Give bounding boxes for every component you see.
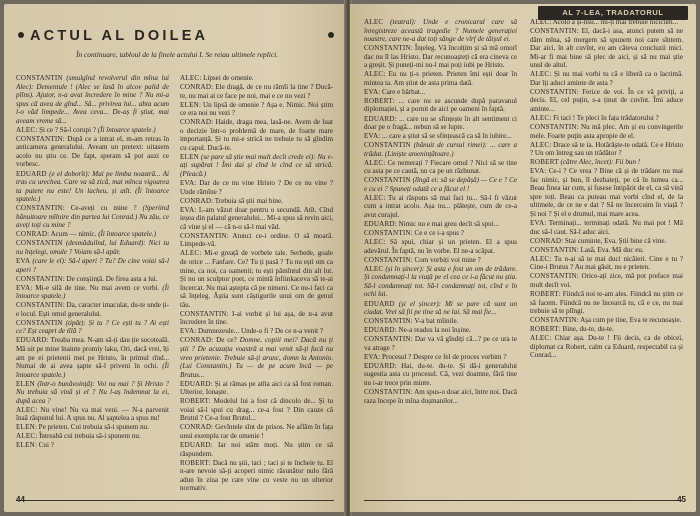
dialogue-text: : Și nu mai vorbi tu că e liberă ca o lacrimă. Dar îți aduci aminte de asta ? [530,70,683,87]
speaker-name: ALEC [16,125,36,134]
speaker-name: CONSTANTIN [530,123,577,132]
dialogue-line [16,275,169,284]
speaker-name: CONRAD [180,423,212,432]
stage-direction: (smulgînd revolverul din mîna lui Alec): Dementule ! (Alec se lasă în alcov palid de plîns). Ajutor, n-a avut încredere în mine ? Nu mi-a spus că avea de gînd... Să... privirea lui... abia acum l-o văd limpede... Avea ceva... De-aș fi știut, mai aveam vreme să... [16,74,169,125]
speaker-name: ALEC [530,18,550,26]
dialogue-text: : Și ce ? Să-l corupi ? [35,125,98,134]
speaker-name: EVA [180,327,195,336]
dialogue-text: : Ce-i ? Ce vrea ? Bine că și de trădare nu mai fac nimic, și bun, îl dezbateți, pe că în lumea ca... Beau finea iar cum, și fusese întipărit de el, ca să vină spre toți. Beau ca puteau mai vorbi cînd el, de la ultimele, de ce ne e dat ? Să ne încercuim în viață ? Și noi ? Și el e drumul, mai mare acea. [530,167,683,219]
speaker-name: EVA [530,219,545,228]
dialogue-line [530,88,683,114]
dialogue-line [16,336,169,379]
dialogue-line [530,325,683,334]
dialogue-line [180,380,333,397]
intro-stage-direction: În continuare, tabloul de la finele actului I. Se reiau ultimele replici. [76,50,278,59]
dialogue-text: : Acum — nimic. [47,230,99,239]
dialogue-text: : Gevîntele sînt de prisos. Ne aflăm în fața unui exemplu rar de omenie ! [180,423,333,440]
speaker-name: CONSTANTIN [16,134,63,143]
dialogue-line [530,237,683,246]
speaker-name: CONSTANTIN [364,335,411,344]
speaker-name: CONSTANTIN [364,255,411,264]
dialogue-line [530,167,683,218]
dialogue-text: : Ce e ce i-a spus ? [410,229,464,238]
dialogue-text: : Mi-e silă de tine. Nu mai avem ce vorbi. [30,283,163,292]
dialogue-text: : V-a bat mîinile. [410,317,459,326]
speaker-name: ELEN [16,379,35,388]
speaker-name: ALEC [16,432,36,441]
dialogue-text: : Tu n-ai să te mai duci nicăieri. Cine e tu ? Cine-i Brutus ? Au mai găsit, nu e prieten. [530,254,683,272]
dialogue-text: : Dumnezeule... Unde-o fi ? De ce n-a venit ? [194,327,324,336]
dialogue-line [364,326,517,335]
right-column-2 [530,18,683,360]
stage-direction: (desmăduiînd, lui Eduard): Nici tu nu înțelegi, omule ? Voiam să-l apăr. [16,239,169,256]
speaker-name: CONSTANTIN [530,87,577,96]
speaker-name: EDUARD [364,299,395,308]
speaker-name: EVA [16,256,31,265]
stage-direction: (e el doborît): Mai pe limba noastră... Ai tras cu urechea. Care va să zică, mai mînca vigoarea ta putere nu este! Un lacheu, și atît. (Îi întoarce spatele.) [16,169,169,204]
dialogue-text: : Mi-e greață de vorbele tale. Serbede, goale de orice ... Fanfare. Ce? Tu ți pasă ? Tu nu ești om ca mine, ca noi, ca oamenii; tu ești pămîntul din alt lut. Și nu un sculptor poet, ce mintă înfiinkaceva să te-ai încercat. Nu mai aștepta că pe nimeni. Ce nu-i faci ca să înțeleg. Ăștia sunt câștigurile unui om de genul tău. [180,249,333,309]
speaker-name: CONSTANTIN [364,387,411,396]
dialogue-line [180,336,333,379]
speaker-name: ALEC [364,193,384,202]
dialogue-line [364,159,517,176]
speaker-name: EDUARD [16,336,47,345]
speaker-name: CONRAD [180,336,212,345]
footer-rule [16,500,334,501]
dialogue-text: : Ele dragă, de ce nu rămîi la tine ? Ducă-te, nu mai ai ce face pe noi, mai e ce nu vezi ? [180,83,333,100]
dialogue-text: : Fiindcă noi te-am ales. Fiindcă nu știm ce să facem. Fiindcă nu ne încearcă tu, că e ce, nu mai trebuie să te plîngi. [530,289,683,316]
speaker-name: EVA [364,132,379,141]
dialogue-text: : Ne-a readus la noi înșine. [394,326,471,335]
speaker-name: EDUARD [180,440,211,449]
speaker-name: CONRAD [180,196,212,205]
dialogue-line [364,265,517,299]
stage-direction: (lîngă ei: să se depășă) — Ce e ? Ce e cu ei ? Spuneți odată ce a făcut el ! [364,176,517,193]
stage-direction: (într-o bunăvoință): Voi nu mai ? Și Hristo ? Nu trebuia să vină și el ? Nu l-aș îndemnat la ei, după acea ? [16,379,169,405]
dialogue-line [180,232,333,249]
dialogue-line [364,353,517,362]
dialogue-text: : Înțeleg. Vă încolțim și să mă omorî dac nu îl las Hristo. Dar recunoașteți că era cineva ce a greșit. Și puneți-mi nu-l mai poți iubi pe Hristo. [364,44,517,70]
dialogue-text: : Ce-aveți cu mine ? [62,204,143,213]
dialogue-line [530,246,683,255]
dialogue-line [530,141,683,158]
dialogue-line [364,238,517,255]
dialogue-line [364,256,517,265]
speaker-name: CONSTANTIN [16,318,63,327]
right-column-1 [364,18,517,406]
speaker-name: ALEC [530,334,550,343]
speaker-name: ROBERT [530,289,559,298]
dialogue-line [180,459,333,493]
dialogue-text: : Pe prieten. Cui trebuia să-i spunem nu. [34,423,150,432]
speaker-name: CONSTANTIN [530,316,577,325]
speaker-name: ALEC [530,254,550,263]
dialogue-line [180,397,333,423]
dialogue-text: : Acolo a și-nsu... nu-ți mai trebuie nicicum... [549,18,678,26]
dialogue-text: : Terminați... terminați odată. Nu mai pot ! Mă duc să-l caut. Să-l aduc aici. [530,219,683,236]
stage-direction: (bănuit de cursul rimei): ... care a trădat. (Liniște amenințătoare.) [364,141,517,158]
dialogue-line [16,135,169,169]
dialogue-text: : Trebuia să știi mai bine. [211,196,283,205]
dialogue-text: : Bine, du-te, du-te. [558,325,614,334]
dialogue-text: : Haide, draga mea, lasă-ne. Avem de luat o decizie într-o problemă de mare, de foarte mare importanță. Și tu mi-e strică ne trebuie tu să gîndim cu capul. Ducă-te. [180,118,333,152]
speaker-name: EVA [180,179,195,188]
speaker-name: CONSTANTIN [364,229,411,238]
dialogue-line [364,132,517,141]
dialogue-line [16,301,169,318]
dialogue-text: : ... care nu se ascunde după paravanul diplomației, și a pornit de aici pe oameni în faptă. [364,96,517,114]
dialogue-text: : Ferice de voi. În ce vă priviți, a decis. El, cel puțin, s-a ținut de cuvînt. Îmi aduce aminte... [530,87,683,113]
speaker-name: CONSTANTIN [364,317,411,326]
dialogue-line [364,335,517,352]
dialogue-line [16,257,169,274]
dialogue-line [16,74,169,125]
page-number-left: 44 [16,495,25,504]
dialogue-line [530,272,683,289]
dialogue-text: : Dar va vă gîndiți că...? pe ce ura te va atrage ? [364,335,517,352]
speaker-name: CONSTANTIN [16,274,63,283]
dialogue-text: : Da, caracter imaculat, du-te unde ți-e locul. Ești omul generalului. [16,301,169,318]
speaker-name: ROBERT [364,96,393,105]
dialogue-line [364,229,517,238]
dialogue-line [180,101,333,118]
dialogue-text: : De conșiință. De firea asta a lui. [62,274,158,283]
stage-direction: (care le el): Să-l aperi ? Tu? De cine voiai să-l aperi ? [16,256,169,274]
dialogue-text: : Drace să te ia. Hotărăște-te odată. Ce e Hristo ? Un om întreg sau un trădător ? [530,140,683,158]
dialogue-line [364,388,517,405]
speaker-name: ALEC [364,264,384,273]
dialogue-text: : Întreabă cui trebuia să-i spunem nu. [35,432,141,441]
speaker-name: ALEC [364,18,384,26]
stage-direction: Domne, copiii mei? Dacă nu ți știi ? De acuzația voastră a mai venit să-ți facă nu vreo prietenie. Trebuie să-ți arunc, domn la Antonio. (Lui Constantin.) Tu — de pe acum încă — pe Brutus... [180,336,333,379]
speaker-name: CONRAD [180,83,212,92]
dialogue-line [16,230,169,239]
dialogue-line [364,115,517,132]
dialogue-line [530,114,683,123]
dialogue-line [530,123,683,140]
speaker-name: CONSTANTIN [364,141,411,150]
speaker-name: EVA [364,87,379,96]
speaker-name: EDUARD [364,220,395,229]
dialogue-text: : Nimic nu e mai greu decît să spui... [394,220,499,229]
dialogue-text: : Dacă nu știi, taci ; taci și te încheie tu. El n-are nevoie să-ți acoperi nimic răsunător nulo fără adun în ziua pe care vine cu veste nu un ulterior normativ. [180,458,333,493]
dialogue-line [180,441,333,458]
speaker-name: ALEC [364,158,384,167]
dialogue-text: : ... care nu se sfințește în alt sentiment ci doar pe o fragă... nebun să se lupte. [364,114,517,132]
stage-direction: (către Alec, încet): Fii bun ! [560,158,641,167]
dialogue-line [364,362,517,388]
dialogue-text: : Hai, du-te. du-te. Și dă-i generalului sugestia asta cu procesul. Că, vezi doamne, fără tine nu i-ar trece prin minte. [364,361,517,387]
speaker-name: EVA [180,205,195,214]
dialogue-text: : ... care a știut să se sfințească ca să în iubire... [378,132,512,141]
speaker-name: ALEC [530,140,550,149]
dialogue-line [16,423,169,432]
speaker-name: ALEC [364,70,384,79]
speaker-name: CONRAD [180,118,212,127]
dialogue-line [364,220,517,229]
dialogue-line [364,317,517,326]
speaker-name: ELEN [180,100,199,109]
speaker-name: ELEN [16,423,35,432]
bullet-left [18,32,24,38]
stage-direction: (Îi întoarce spatele.) [16,362,169,379]
dialogue-line [530,18,683,27]
speaker-name: ELEN [180,152,199,161]
speaker-name: EVA [530,167,545,176]
dialogue-line [16,380,169,406]
dialogue-line [16,432,169,441]
dialogue-line [180,118,333,152]
speaker-name: CONSTANTIN [364,176,411,185]
dialogue-line [16,204,169,230]
dialogue-text: : Atunci ce-i ordine. O să moară. Limpede-vă. [180,231,333,249]
dialogue-line [180,197,333,206]
stage-direction: (Îi întoarce spatele.) [98,230,157,239]
dialogue-text: : Modelul lui a fost că dincolo de... Și tu voiai să-l spui cu drag... ce-a fost ? Din cauze că Brutul ? Ce-a fost Brutul... [180,397,333,423]
speaker-name: EDUARD [364,326,395,335]
stage-direction: (Speriind bănuitoare mîlnire din partea lui Conrad.) Nu zău, ce aveți toți cu mine ? [16,204,169,230]
dialogue-text: : Cui ? [34,441,54,450]
dialogue-line [530,70,683,87]
speaker-name: EDUARD [364,361,395,370]
dialogue-line [530,255,683,272]
dialogue-line [180,206,333,232]
bullet-right [328,32,334,38]
dialogue-text: : L-am văzut doar pentru o secundă. Atît. Cînd ieșea din palatul generalului... Mi-a spus să revin aici, că vine și el — că n-o să-l mai văd. [180,205,333,231]
dialogue-line [530,219,683,236]
dialogue-text: : Chiar așa. Du-te ! Fii decis, ca de obicei, diplomat ca Robert, calm ca Eduard, respectabil ca și Conrad... [530,334,683,360]
speaker-name: CONSTANTIN [364,44,411,53]
dialogue-text: : Tu ai răspuns să mai faci tu... Să-l fi văzut cum a intrat acolo. Așa nu... plătește, cum de ce-a avut curajul. [364,193,517,220]
dialogue-text: : Așa cum pe tine, Eva te recunoaște. [576,316,682,325]
dialogue-text: : Treaba mea. N-am să-ți dau ție socoteală. Mă uit pe mine înainte promiy laku, Ori, dacă vrei, îți am pe ei prietenii mei pe Hristo, în primul rînd... Numai de ai avea șapte să-l priveni în ochi. [16,336,169,371]
dialogue-text: : Procesul ? Despre ce fel de proces vorbim ? [378,352,507,361]
dialogue-text: : Care e bărbat... [378,87,426,96]
speaker-name: CONSTANTIN [530,272,577,281]
stage-direction: (teatral): Unde e cronicarul care să înregistreze această tragedie ? Numele generației noastre, care ne-a dat toți sânge de vîrf de tăișul ei. [364,18,517,44]
dialogue-line [364,300,517,317]
dialogue-line [16,441,169,450]
speaker-name: ROBERT [180,397,209,406]
dialogue-text: : Lipsei de omenie. [199,74,254,82]
dialogue-text: : Să spui, chiar și un prieten. El a spus adevărul. În faptă, nu în vorbe. El ne-a scăpat. [364,238,517,255]
act-heading [18,26,336,46]
dialogue-line [180,310,333,327]
dialogue-line [16,406,169,423]
speaker-name: ROBERT [530,158,559,167]
dialogue-text: : Nu mă plec. Am și eu convingerile mele. Foarte puțin asta apropie de el. [530,123,683,140]
stage-direction: (și el șincer): Mi se pare că sunt un ciudat. Vrei să fii pe tine să ne lai. Să mai fie... [364,299,517,317]
dialogue-line [364,141,517,158]
dialogue-text: : Orice-ați zice, mă pot preface mai mult decît voi. [530,272,683,289]
speaker-name: EVA [364,352,379,361]
speaker-name: CONSTANTIN [16,204,63,213]
left-column-1 [16,74,169,451]
dialogue-line [180,83,333,100]
dialogue-line [364,88,517,97]
dialogue-line [180,249,333,309]
speaker-name: ALEC [180,249,200,258]
dialogue-line [180,423,333,440]
speaker-name: CONSTANTIN [16,239,63,248]
speaker-name: ROBERT [530,325,559,334]
dialogue-line [530,316,683,325]
dialogue-line [16,126,169,135]
dialogue-text: : Com vorbiți voi mine ? [410,255,481,264]
speaker-name: ALEC [16,405,36,414]
speaker-name: CONSTANTIN [180,309,227,318]
dialogue-line [364,70,517,87]
dialogue-text: : Iar noi stăm moți. Nu știm ce să răspundem. [180,440,333,458]
speaker-name: ALEC [364,238,384,247]
speaker-name: CONRAD [16,230,48,239]
dialogue-line [180,74,333,83]
dialogue-line [364,97,517,114]
dialogue-text: : După ce a intrat el, m-am retras în anticamera generalului. Aveam un pretext: uitasem acolo nu știu ce. De fapt, speram să pot auzi ce vorbesc. [16,134,169,169]
dialogue-text: : Dar de ce nu vine Hristo ? De ce nu vine ? Unde rămîne ? [180,179,333,196]
page-number-right: 45 [677,495,686,504]
dialogue-text: : De ce? [211,336,240,345]
running-head: AL 7-LEA, TRADATORUL [538,6,688,20]
dialogue-line [16,239,169,256]
speaker-name: ELEN [16,441,35,450]
speaker-name: ALEC [530,70,550,79]
dialogue-text: : Lasă, Eva. Mă duc eu. [576,245,644,254]
dialogue-line [16,170,169,204]
stage-direction: (și în șincer): Și asta e fost un om de trădare. Și condamnați-l la viață pe el cea ce i-a făcut nu știa. Să-l condamnați tot. Să-l condamnați tot, cînd e în ochi lui. [364,264,517,299]
dialogue-text: : El, dacă-i asa, atunci putem să ne dăm mîna, să mergem să spunem noi care sîntem. Dar aici, în alt cuvînt, eu am câteva concluzii mici. Mi-ar fi mai bine să plec de aici, și să nu mai știe unul de altul. [530,27,683,70]
stage-direction: (Îi întoarce spatele.) [16,283,169,301]
dialogue-line [364,44,517,70]
dialogue-text: : Un lipsă de omenie ? Așa e. Nimic. Noi știm ce era noi nu vezi ? [180,100,333,118]
dialogue-text: : Eu nu ți-s prieten. Prieten îmi ești doar în mintea ta. Am știut de asta prima dată. [364,70,517,87]
dialogue-line [530,334,683,360]
stage-direction: (se pare să știe mai mult decît crede ei): Nu v-ați supărat ! Îmi dai și cînd le cînd ce să strică. (Pleacă.) [180,152,333,179]
dialogue-text: : Ce nemerați ? Fiecare omul ? Nici să se tine cu asta pe ce caută, nu ca pe un răzbunat. [364,158,517,176]
dialogue-text: : I-ai vorbit și lui așa, de n-a avut încredere în tine. [180,309,333,327]
speaker-name: ALEC [530,114,550,123]
speaker-name: EVA [16,283,31,292]
footer-rule [364,500,682,501]
dialogue-line [364,194,517,220]
act-title: ACTUL AL DOILEA [30,28,209,44]
dialogue-line [180,153,333,179]
speaker-name: CONSTANTIN [180,231,227,240]
dialogue-line [530,158,683,167]
speaker-name: CONSTANTIN [530,27,577,36]
speaker-name: CONSTANTIN [530,245,577,254]
dialogue-line [364,176,517,193]
dialogue-text: : Am spus-o doar aici, între noi. Dacă raza începe în mîna dușmanilor... [364,387,517,405]
stage-direction: (Îi întoarce spatele.) [97,125,156,134]
dialogue-text: : Fi taci ! Te pleci în fața trădatorului ? [549,114,659,123]
dialogue-text: : Stai cuminte, Eva. Știi bine că vine. [561,236,667,245]
stage-direction: (tipăt): Și tu ? Ce ești tu ? Ai ești ce? Eșt ceaprt de tîlă ? [16,318,169,336]
speaker-name: ALEC [180,74,200,82]
speaker-name: EDUARD [16,169,47,178]
dialogue-line [364,18,517,44]
right-page [350,4,696,512]
dialogue-line [16,319,169,336]
speaker-name: EDUARD [180,379,211,388]
dialogue-line [180,179,333,196]
dialogue-line [530,27,683,70]
dialogue-text: : Nu vine! Nu va mai veni. — N-a parvenit înaă răspunul lui. A spus nu. Al șaptelea a spus nu! [16,405,169,423]
speaker-name: CONSTANTIN [16,301,63,310]
dialogue-line [180,327,333,336]
left-page [4,4,346,512]
speaker-name: CONSTANTIN [16,74,63,82]
dialogue-line [16,284,169,301]
speaker-name: CONRAD [530,236,562,245]
dialogue-text: : Și ai rămas pe atîta aici ca să fost roman. Ulterior, Ionaște. [180,379,333,397]
speaker-name: ROBERT [180,458,209,467]
speaker-name: EDUARD [364,114,395,123]
left-column-2 [180,74,333,493]
dialogue-line [530,290,683,316]
